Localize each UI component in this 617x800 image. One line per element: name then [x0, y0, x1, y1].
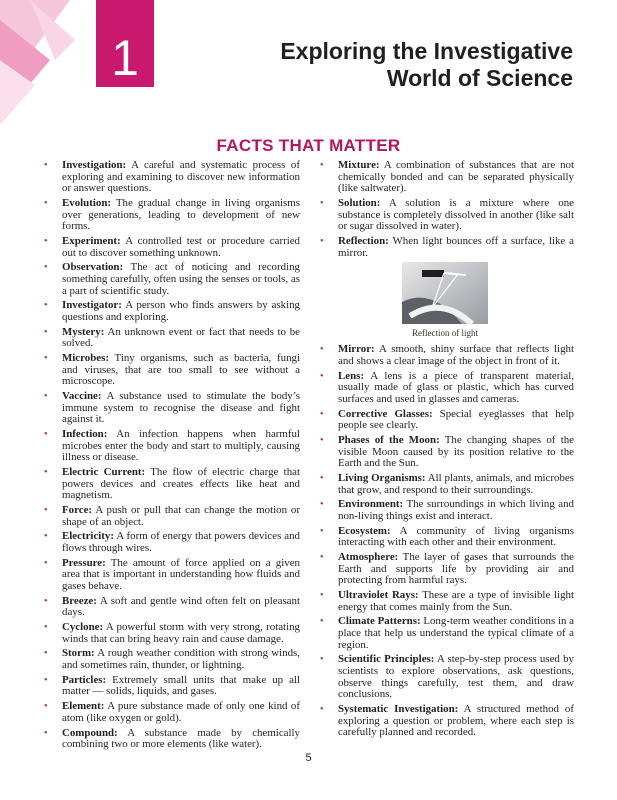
reflection-figure [402, 262, 488, 338]
fact-definition: A substance used to stimulate the body’s immune system to recognise the disease and fight against it. [62, 390, 300, 426]
fact-term: Mirror: [338, 343, 375, 356]
fact-term: Mystery: [62, 325, 105, 338]
fact-item [318, 473, 574, 496]
fact-definition: When light bounces off a surface, like a mirror. [338, 234, 574, 259]
fact-item [318, 616, 574, 651]
fact-item [42, 198, 300, 233]
fact-item [318, 704, 574, 739]
fact-term: Corrective Glasses: [338, 407, 433, 420]
fact-definition: A lens is a piece of transparent material, usually made of glass or plastic, which has curved surfaces and used in glasses and cameras. [338, 369, 574, 405]
fact-item [42, 558, 300, 593]
fact-definition: The changing shapes of the visible Moon caused by its position relative to the Earth and the Sun. [338, 434, 575, 470]
figure-caption: Reflection of light [412, 328, 478, 339]
fact-definition: The surroundings in which living and non-living things exist and interact. [338, 498, 574, 522]
fact-definition: A solution is a mixture where one substance is completely dissolved in another (like salt or sugar dissolved in water). [338, 196, 574, 233]
fact-term: Phases of the Moon: [338, 434, 440, 447]
fact-item [318, 499, 574, 522]
fact-definition: The gradual change in living organisms over generations, leading to development of new forms. [62, 196, 301, 233]
fact-definition: A powerful storm with very strong, rotating winds that can bring heavy rain and cause damage. [62, 621, 300, 645]
fact-term: Microbes: [62, 352, 109, 365]
fact-term: Investigation: [62, 159, 127, 171]
fact-term: Infection: [62, 427, 108, 440]
fact-term: Lens: [338, 369, 365, 382]
fact-item [42, 596, 300, 619]
fact-definition: An unknown event or fact that needs to be solved. [62, 325, 301, 350]
fact-definition: The layer of gases that surrounds the Earth and supports life by providing air and protecting from harmful rays. [338, 551, 574, 587]
fact-item [318, 409, 574, 432]
fact-definition: These are a type of invisible light energy that comes mainly from the Sun. [338, 589, 574, 613]
fact-definition: A soft and gentle wind often felt on pleasant days. [62, 594, 300, 619]
fact-definition: A careful and systematic process of exploring and examining to discover new information or answer questions. [62, 159, 300, 195]
fact-term: Compound: [62, 726, 118, 739]
fact-item [318, 344, 574, 367]
fact-term: Observation: [62, 261, 124, 274]
chapter-title-line1: Exploring the Investigative [280, 38, 573, 64]
fact-item [42, 728, 300, 751]
fact-definition: Long-term weather conditions in a place that help us understand the typical climate of a region. [338, 615, 574, 651]
fact-definition: A controlled test or procedure carried out to discover something unknown. [62, 234, 300, 259]
reflection-of-light-image [402, 262, 488, 324]
fact-definition: A combination of substances that are not chemically bonded and can be separated physically (like saltwater). [338, 159, 574, 195]
fact-definition: Tiny organisms, such as bacteria, fungi and viruses, that are too small to see without a microscope. [62, 352, 300, 388]
fact-term: Breeze: [62, 594, 97, 607]
fact-item [318, 552, 574, 587]
fact-term: Climate Patterns: [338, 615, 421, 628]
fact-term: Environment: [338, 498, 404, 511]
fact-item [318, 198, 574, 233]
section-title: FACTS THAT MATTER [216, 136, 401, 155]
fact-item [42, 300, 300, 323]
fact-term: Experiment: [62, 234, 121, 247]
fact-definition: A pure substance made of only one kind of atom (like oxygen or gold). [62, 700, 300, 724]
fact-term: Force: [62, 503, 93, 516]
fact-item [42, 262, 300, 297]
fact-term: Solution: [338, 196, 381, 209]
fact-item [42, 391, 300, 426]
corner-decoration [0, 0, 80, 130]
fact-definition: Extremely small units that make up all matter — solids, liquids, and gases. [62, 673, 300, 698]
fact-definition: The act of noticing and recording something carefully, often using the senses or tools, as a part of scientific study. [62, 261, 300, 297]
fact-definition: A smooth, shiny surface that reflects light and shows a clear image of the object in front of it. [338, 343, 574, 367]
fact-item [318, 236, 574, 259]
fact-term: Scientific Principles: [338, 653, 435, 666]
fact-item [42, 429, 300, 464]
fact-term: Particles: [62, 673, 107, 686]
fact-definition: A structured method of exploring a question or problem, where each step is carefully planned and recorded. [338, 703, 574, 739]
fact-term: Ultraviolet Rays: [338, 589, 419, 602]
fact-term: Systematic Investigation: [338, 703, 459, 715]
fact-term: Storm: [62, 647, 95, 660]
left-column [42, 160, 300, 754]
fact-term: Investigator: [62, 299, 122, 312]
fact-term: Electricity: [62, 530, 115, 543]
fact-item [42, 675, 300, 698]
fact-definition: All plants, animals, and microbes that grow, and respond to their surroundings. [338, 472, 574, 496]
fact-term: Pressure: [62, 556, 106, 569]
fact-item [42, 353, 300, 388]
fact-term: Mixture: [338, 159, 380, 171]
fact-item [42, 236, 300, 259]
fact-definition: A person who finds answers by asking questions and exploring. [62, 299, 301, 323]
fact-term: Atmosphere: [338, 551, 399, 564]
fact-item [42, 648, 300, 671]
fact-term: Vaccine: [62, 390, 102, 402]
fact-term: Living Organisms: [338, 472, 426, 484]
fact-definition: An infection happens when harmful microbes enter the body and start to multiply, causing illness or disease. [62, 427, 300, 464]
fact-definition: A rough weather condition with strong winds, and sometimes rain, thunder, or lightning. [62, 647, 300, 671]
fact-definition: A step-by-step process used by scientists to explore observations, ask questions, observe things carefully, test them, and draw conclusions. [338, 653, 574, 701]
fact-item [42, 505, 300, 528]
fact-definition: The amount of force applied on a given area that is important in understanding how fluids and gases behave. [62, 556, 300, 592]
fact-item [42, 531, 300, 554]
fact-item [318, 435, 574, 470]
fact-term: Electric Current: [62, 465, 146, 478]
chapter-title-line2: World of Science [386, 65, 573, 91]
fact-item [42, 327, 300, 350]
chapter-number: 1 [96, 0, 154, 87]
fact-item [42, 160, 300, 195]
fact-definition: A push or pull that can change the motion or shape of an object. [62, 503, 301, 528]
page-number: 5 [305, 752, 312, 764]
fact-item [42, 701, 300, 724]
fact-item [318, 371, 574, 406]
fact-definition: Special eyeglasses that help people see clearly. [338, 407, 574, 432]
fact-definition: A community of living organisms interacting with each other and their environment. [338, 524, 574, 549]
fact-definition: A form of energy that powers devices and flows through wires. [62, 530, 300, 554]
right-fact-list-bottom [318, 344, 574, 738]
fact-item [318, 160, 574, 195]
fact-item [42, 622, 300, 645]
fact-term: Evolution: [62, 196, 112, 209]
fact-item [318, 654, 574, 700]
fact-term: Ecosystem: [338, 524, 391, 537]
fact-item [318, 590, 574, 613]
left-fact-list [42, 160, 300, 751]
fact-item [42, 467, 300, 502]
fact-definition: A substance made by chemically combining two or more elements (like water). [62, 726, 300, 751]
fact-term: Cyclone: [62, 621, 104, 633]
right-column [318, 160, 574, 742]
fact-term: Reflection: [338, 234, 389, 247]
fact-term: Element: [62, 700, 105, 713]
fact-definition: The flow of electric charge that powers devices and creates effects like heat and magnetism. [62, 465, 300, 502]
fact-item [318, 526, 574, 549]
right-fact-list-top [318, 160, 574, 259]
chapter-title [280, 38, 573, 92]
